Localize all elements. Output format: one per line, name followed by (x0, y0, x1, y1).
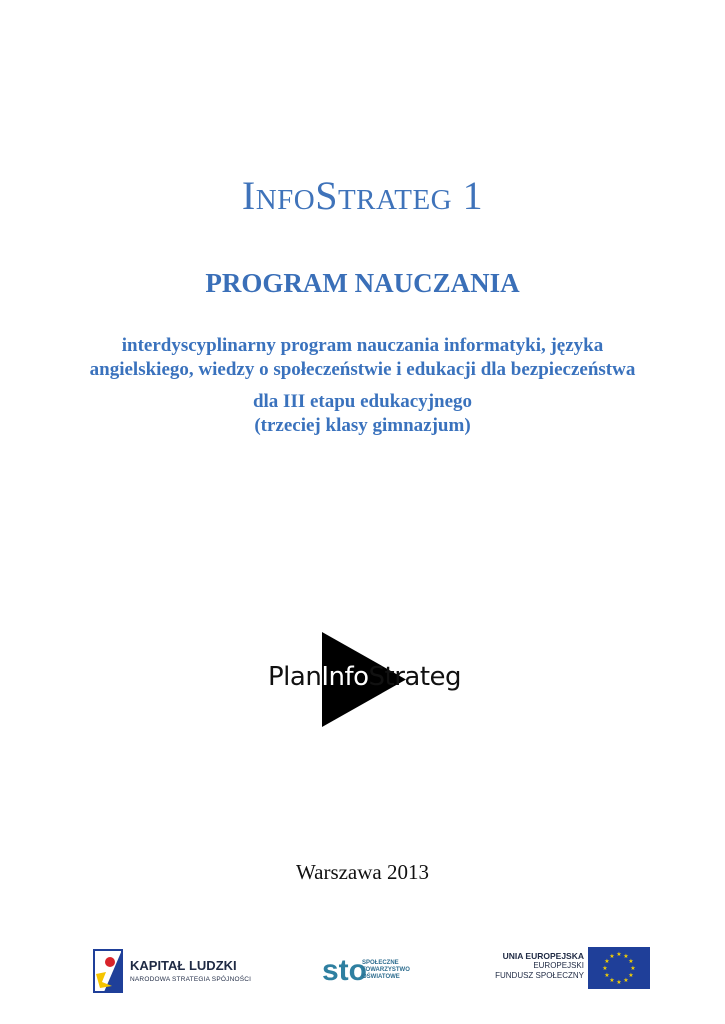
eu-flag-icon (588, 947, 650, 989)
document-subtitle: PROGRAM NAUCZANIA (205, 268, 520, 298)
description-line-4: (trzeciej klasy gimnazjum) (254, 415, 471, 436)
svg-text:★: ★ (604, 972, 610, 979)
svg-text:★: ★ (602, 965, 608, 972)
svg-text:★: ★ (623, 977, 629, 984)
svg-text:★: ★ (616, 979, 622, 986)
description-line-1: interdyscyplinarny program nauczania informatyki, języka (121, 335, 604, 356)
kapital-ludzki-emblem-icon (92, 946, 126, 996)
sto-name (362, 960, 410, 981)
title-number: 1 (452, 173, 484, 218)
kapital-ludzki-subtitle: NARODOWA STRATEGIA SPÓJNOŚCI (130, 976, 252, 983)
svg-text:★: ★ (623, 953, 629, 960)
sto-mark: sto (322, 954, 366, 987)
logo-part-strateg: Strateg (368, 662, 462, 692)
kapital-ludzki-name: KAPITAŁ LUDZKI (130, 958, 237, 973)
eu-name (495, 951, 584, 981)
title-rest-2: TRATEG (337, 184, 453, 216)
svg-text:★: ★ (616, 951, 622, 958)
sto-line-2: TOWARZYSTWO (362, 967, 410, 973)
svg-text:★: ★ (628, 972, 634, 979)
sto-line-1: SPOŁECZNE (362, 960, 399, 966)
title-cap-1: I (241, 173, 256, 218)
logo-wordmark (268, 662, 461, 692)
kapital-ludzki-logo (92, 946, 272, 996)
svg-text:★: ★ (628, 958, 634, 965)
eu-line-2: EUROPEJSKI (533, 961, 584, 970)
description-line-3: dla III etapu edukacyjnego (252, 391, 473, 412)
sto-emblem-icon (322, 946, 366, 990)
title-cap-2: S (315, 173, 338, 218)
city-year: Warszawa 2013 (295, 860, 429, 884)
svg-text:★: ★ (609, 977, 615, 984)
logo-part-plan: Plan (268, 662, 322, 692)
description-line-2: angielskiego, wiedzy o społeczeństwie i edukacji dla bezpieczeństwa (89, 359, 636, 380)
program-description (0, 334, 725, 382)
program-level (0, 390, 725, 438)
svg-text:★: ★ (604, 958, 610, 965)
eu-logo (482, 940, 662, 998)
logo-part-info: Info (321, 662, 369, 692)
sto-logo (322, 946, 412, 994)
eu-line-3: FUNDUSZ SPOŁECZNY (495, 971, 584, 980)
title-rest-1: NFO (255, 184, 316, 216)
svg-text:★: ★ (609, 953, 615, 960)
eu-line-1: UNIA EUROPEJSKA (502, 951, 584, 961)
sto-line-3: OŚWIATOWE (362, 974, 400, 980)
footer-logos (0, 940, 725, 1000)
planinfostrateg-logo (268, 632, 468, 727)
svg-text:★: ★ (630, 965, 636, 972)
document-title (0, 172, 725, 219)
